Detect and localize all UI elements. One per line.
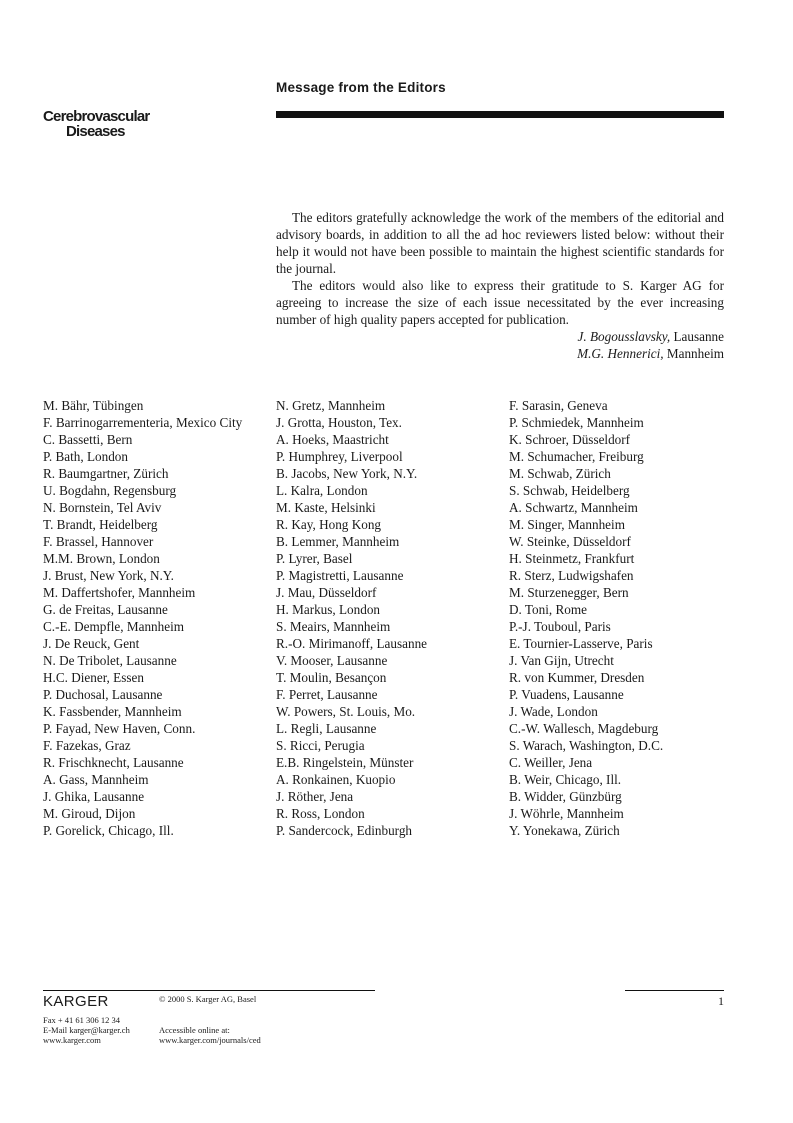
reviewer-entry: M. Bähr, Tübingen xyxy=(43,398,144,413)
reviewer-entry: M. Schumacher, Freiburg xyxy=(509,449,644,464)
reviewer-entry: P. Vuadens, Lausanne xyxy=(509,687,624,702)
reviewer-entry: T. Brandt, Heidelberg xyxy=(43,517,158,532)
reviewer-entry: B. Jacobs, New York, N.Y. xyxy=(276,466,418,481)
reviewer-entry: U. Bogdahn, Regensburg xyxy=(43,483,177,498)
reviewer-entry: K. Schroer, Düsseldorf xyxy=(509,432,631,447)
section-title: Message from the Editors xyxy=(276,80,446,95)
signature-1 xyxy=(276,328,724,345)
reviewer-column-2 xyxy=(276,397,427,839)
reviewer-entry: P. Fayad, New Haven, Conn. xyxy=(43,721,196,736)
footer-rule-left xyxy=(43,990,375,991)
reviewer-entry: E.B. Ringelstein, Münster xyxy=(276,755,414,770)
reviewer-entry: L. Kalra, London xyxy=(276,483,368,498)
reviewer-entry: A. Schwartz, Mannheim xyxy=(509,500,638,515)
email-address: E-Mail karger@karger.ch xyxy=(43,1025,130,1035)
reviewer-entry: C.-W. Wallesch, Magdeburg xyxy=(509,721,659,736)
signature-name: M.G. Hennerici, xyxy=(577,346,664,361)
reviewer-entry: H.C. Diener, Essen xyxy=(43,670,144,685)
reviewer-entry: M. Kaste, Helsinki xyxy=(276,500,376,515)
reviewer-entry: F. Sarasin, Geneva xyxy=(509,398,608,413)
reviewer-entry: P. Humphrey, Liverpool xyxy=(276,449,403,464)
reviewer-entry: C.-E. Dempfle, Mannheim xyxy=(43,619,184,634)
reviewer-entry: R. Sterz, Ludwigshafen xyxy=(509,568,634,583)
reviewer-entry: D. Toni, Rome xyxy=(509,602,587,617)
reviewer-entry: H. Steinmetz, Frankfurt xyxy=(509,551,635,566)
reviewer-entry: S. Ricci, Perugia xyxy=(276,738,365,753)
reviewer-entry: M. Schwab, Zürich xyxy=(509,466,611,481)
reviewer-entry: R. Baumgartner, Zürich xyxy=(43,466,169,481)
reviewer-entry: L. Regli, Lausanne xyxy=(276,721,377,736)
reviewer-entry: P. Gorelick, Chicago, Ill. xyxy=(43,823,174,838)
reviewer-entry: K. Fassbender, Mannheim xyxy=(43,704,182,719)
reviewer-entry: V. Mooser, Lausanne xyxy=(276,653,388,668)
reviewer-entry: P. Lyrer, Basel xyxy=(276,551,353,566)
reviewer-entry: M. Sturzenegger, Bern xyxy=(509,585,629,600)
reviewer-entry: G. de Freitas, Lausanne xyxy=(43,602,168,617)
reviewer-entry: R.-O. Mirimanoff, Lausanne xyxy=(276,636,428,651)
reviewer-entry: J. Wöhrle, Mannheim xyxy=(509,806,624,821)
reviewer-entry: N. Bornstein, Tel Aviv xyxy=(43,500,162,515)
reviewer-entry: A. Gass, Mannheim xyxy=(43,772,149,787)
reviewer-entry: B. Lemmer, Mannheim xyxy=(276,534,400,549)
reviewer-entry: S. Warach, Washington, D.C. xyxy=(509,738,664,753)
reviewer-entry: M. Singer, Mannheim xyxy=(509,517,625,532)
editors-message xyxy=(276,209,724,362)
reviewer-entry: R. Frischknecht, Lausanne xyxy=(43,755,184,770)
fax-number: Fax + 41 61 306 12 34 xyxy=(43,1015,121,1025)
online-url[interactable]: www.karger.com/journals/ced xyxy=(159,1035,261,1045)
signature-city: Mannheim xyxy=(666,346,724,361)
reviewer-entry: F. Brassel, Hannover xyxy=(43,534,154,549)
reviewer-entry: H. Markus, London xyxy=(276,602,381,617)
reviewer-entry: B. Widder, Günzbürg xyxy=(509,789,622,804)
reviewer-entry: B. Weir, Chicago, Ill. xyxy=(509,772,622,787)
reviewer-entry: J. De Reuck, Gent xyxy=(43,636,140,651)
reviewer-entry: R. Ross, London xyxy=(276,806,365,821)
message-paragraph-1: The editors gratefully acknowledge the work of the members of the editorial and advisory boards, in addition to all the ad hoc reviewers listed below: without their help it would not have been possible to maintain the highest scientific standards for the journal. xyxy=(276,210,724,276)
reviewer-entry: J. Brust, New York, N.Y. xyxy=(43,568,174,583)
journal-logo-line2: Diseases xyxy=(66,123,125,140)
reviewer-entry: J. Röther, Jena xyxy=(276,789,354,804)
reviewer-entry: P. Duchosal, Lausanne xyxy=(43,687,163,702)
reviewer-entry: J. Mau, Düsseldorf xyxy=(276,585,377,600)
reviewer-entry: P. Sandercock, Edinburgh xyxy=(276,823,413,838)
reviewer-entry: P. Schmiedek, Mannheim xyxy=(509,415,644,430)
signature-2 xyxy=(276,345,724,362)
reviewer-column-3 xyxy=(509,397,663,839)
publisher-contact xyxy=(43,1015,130,1045)
reviewer-entry: F. Fazekas, Graz xyxy=(43,738,131,753)
reviewer-entry: R. von Kummer, Dresden xyxy=(509,670,645,685)
copyright-notice: © 2000 S. Karger AG, Basel xyxy=(159,994,257,1004)
reviewer-entry: R. Kay, Hong Kong xyxy=(276,517,382,532)
reviewer-entry: C. Bassetti, Bern xyxy=(43,432,133,447)
reviewer-entry: P.-J. Touboul, Paris xyxy=(509,619,611,634)
journal-logo xyxy=(43,109,149,139)
reviewer-entry: A. Ronkainen, Kuopio xyxy=(276,772,396,787)
reviewer-entry: T. Moulin, Besançon xyxy=(276,670,387,685)
reviewer-entry: N. Gretz, Mannheim xyxy=(276,398,386,413)
signature-name: J. Bogousslavsky, xyxy=(577,329,671,344)
reviewer-entry: M. Daffertshofer, Mannheim xyxy=(43,585,196,600)
online-access xyxy=(159,1025,261,1045)
reviewer-entry: S. Schwab, Heidelberg xyxy=(509,483,630,498)
reviewer-entry: N. De Tribolet, Lausanne xyxy=(43,653,177,668)
footer-rule-right xyxy=(625,990,724,991)
website-link[interactable]: www.karger.com xyxy=(43,1035,101,1045)
page-number: 1 xyxy=(718,994,724,1008)
reviewer-entry: W. Powers, St. Louis, Mo. xyxy=(276,704,416,719)
message-paragraph-2: The editors would also like to express their gratitude to S. Karger AG for agreeing to increase the size of each issue necessitated by the ever increasing number of high quality papers accepted for publication. xyxy=(276,278,724,327)
reviewer-entry: E. Tournier-Lasserve, Paris xyxy=(509,636,653,651)
signature-city: Lausanne xyxy=(673,329,724,344)
reviewer-column-1 xyxy=(43,397,242,839)
title-rule xyxy=(276,111,724,118)
journal-logo-line1: Cerebrovascular xyxy=(43,108,150,125)
reviewer-entry: J. Grotta, Houston, Tex. xyxy=(276,415,402,430)
reviewer-entry: J. Wade, London xyxy=(509,704,598,719)
reviewer-entry: F. Barrinogarrementeria, Mexico City xyxy=(43,415,243,430)
online-label: Accessible online at: xyxy=(159,1025,230,1035)
reviewer-entry: M. Giroud, Dijon xyxy=(43,806,136,821)
publisher-logo: KARGER xyxy=(43,993,109,1010)
reviewer-entry: F. Perret, Lausanne xyxy=(276,687,378,702)
reviewer-entry: P. Magistretti, Lausanne xyxy=(276,568,404,583)
reviewer-entry: J. Van Gijn, Utrecht xyxy=(509,653,614,668)
reviewer-entry: J. Ghika, Lausanne xyxy=(43,789,145,804)
reviewer-entry: A. Hoeks, Maastricht xyxy=(276,432,389,447)
reviewer-entry: Y. Yonekawa, Zürich xyxy=(509,823,620,838)
reviewer-entry: C. Weiller, Jena xyxy=(509,755,593,770)
reviewer-entry: S. Meairs, Mannheim xyxy=(276,619,391,634)
reviewer-entry: M.M. Brown, London xyxy=(43,551,160,566)
reviewer-entry: W. Steinke, Düsseldorf xyxy=(509,534,631,549)
reviewer-entry: P. Bath, London xyxy=(43,449,128,464)
